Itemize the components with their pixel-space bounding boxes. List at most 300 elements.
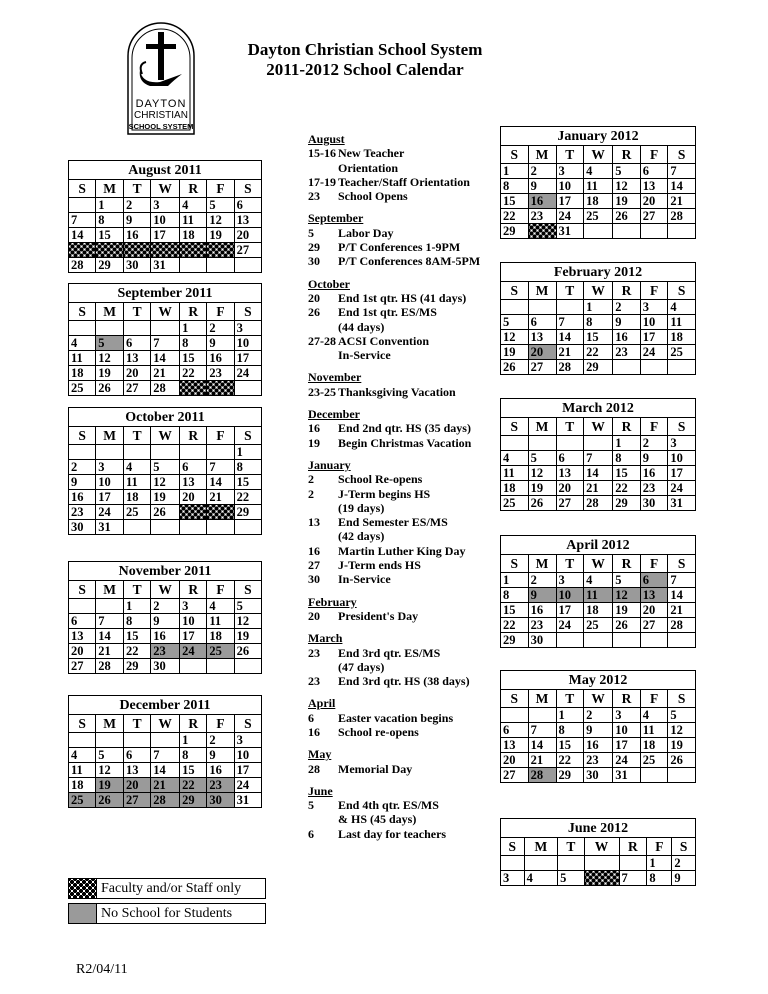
day-cell: 14: [96, 629, 124, 644]
day-cell: 12: [613, 179, 641, 194]
day-cell: 13: [528, 330, 556, 345]
event-text: School Re-opens: [338, 472, 423, 487]
day-cell: 18: [584, 194, 613, 209]
day-cell: 12: [668, 723, 696, 738]
event-text: Labor Day: [338, 225, 394, 240]
day-cell: 16: [613, 330, 641, 345]
event-text: J-Term ends HS: [338, 558, 421, 573]
weekday-header: F: [207, 427, 234, 445]
day-cell: 24: [556, 618, 584, 633]
weekday-header: M: [528, 418, 556, 436]
day-cell: 10: [234, 336, 261, 351]
day-cell: 18: [501, 481, 529, 496]
day-cell: 19: [501, 345, 529, 360]
day-cell: 7: [556, 315, 584, 330]
weekday-header: S: [501, 418, 529, 436]
weekday-header: W: [584, 555, 613, 573]
day-cell: 1: [234, 445, 261, 460]
event-date: 28: [308, 761, 320, 776]
day-cell: [180, 445, 207, 460]
day-cell: 6: [640, 164, 668, 179]
day-cell: [524, 856, 558, 871]
legend-swatch-noschool: [69, 904, 97, 923]
day-cell: 5: [528, 451, 556, 466]
event-text: P/T Conferences 8AM-5PM: [338, 254, 481, 269]
day-cell: 25: [69, 381, 96, 396]
day-cell: 24: [613, 753, 641, 768]
day-cell: [640, 768, 668, 783]
event-date: [308, 348, 338, 362]
day-cell: 13: [69, 629, 96, 644]
day-cell: 15: [180, 351, 207, 366]
day-cell: 10: [640, 315, 668, 330]
day-cell: [619, 856, 647, 871]
day-cell: 26: [668, 753, 696, 768]
event-date: [308, 161, 338, 175]
event-month-heading: February: [308, 594, 357, 609]
weekday-header: T: [123, 581, 150, 599]
event-date: 16: [308, 724, 320, 739]
weekday-header: R: [180, 427, 207, 445]
day-cell: 30: [584, 768, 613, 783]
day-cell: 29: [501, 633, 529, 648]
day-cell: 27: [123, 381, 150, 396]
calendar-title: October 2011: [69, 408, 262, 427]
day-cell: [180, 381, 207, 396]
weekday-header: T: [556, 146, 584, 164]
day-cell: 22: [584, 345, 613, 360]
event-row: [308, 254, 498, 268]
legend-faculty: [68, 878, 266, 899]
day-cell: 1: [180, 321, 207, 336]
day-cell: 21: [556, 345, 584, 360]
event-text: Orientation: [338, 160, 398, 175]
day-cell: 31: [668, 496, 696, 511]
weekday-header: S: [501, 690, 529, 708]
day-cell: 9: [123, 213, 150, 228]
day-cell: 13: [234, 213, 261, 228]
weekday-header: M: [96, 715, 124, 733]
weekday-header: M: [96, 303, 124, 321]
logo-line-1: DAYTON: [135, 98, 187, 110]
day-cell: 15: [501, 603, 529, 618]
weekday-header: W: [584, 418, 613, 436]
day-cell: 24: [556, 209, 584, 224]
event-row: [308, 660, 498, 674]
day-cell: [234, 258, 261, 273]
day-cell: 17: [668, 466, 696, 481]
day-cell: 11: [69, 763, 96, 778]
day-cell: 10: [234, 748, 261, 763]
day-cell: 10: [180, 614, 207, 629]
day-cell: 31: [151, 258, 180, 273]
event-date: 27-28: [308, 333, 336, 348]
day-cell: 20: [528, 345, 556, 360]
day-cell: [207, 243, 234, 258]
event-text: End 3rd qtr. HS (38 days): [338, 674, 470, 689]
event-date: [308, 660, 338, 674]
event-date: [308, 529, 338, 543]
day-cell: 7: [69, 213, 96, 228]
day-cell: 23: [528, 209, 556, 224]
day-cell: 10: [151, 213, 180, 228]
weekday-header: M: [96, 180, 124, 198]
day-cell: 13: [640, 179, 668, 194]
day-cell: [613, 633, 641, 648]
day-cell: 16: [69, 490, 96, 505]
day-cell: 1: [613, 436, 641, 451]
day-cell: 13: [123, 351, 150, 366]
day-cell: 29: [501, 224, 529, 239]
day-cell: 8: [613, 451, 641, 466]
day-cell: 15: [584, 330, 613, 345]
event-row: [308, 646, 498, 660]
day-cell: 11: [668, 315, 696, 330]
event-text: (44 days): [338, 319, 385, 334]
event-month-heading: April: [308, 696, 336, 711]
day-cell: 23: [207, 366, 234, 381]
day-cell: 3: [501, 871, 525, 886]
event-date: 2: [308, 486, 314, 501]
day-cell: 2: [151, 599, 180, 614]
day-cell: 15: [556, 738, 584, 753]
weekday-header: S: [69, 180, 96, 198]
weekday-header: S: [501, 146, 529, 164]
event-text: Thanksgiving Vacation: [338, 384, 456, 399]
day-cell: 3: [556, 164, 584, 179]
event-text: Last day for teachers: [338, 826, 447, 841]
day-cell: 30: [528, 633, 556, 648]
day-cell: 2: [69, 460, 96, 475]
day-cell: 25: [501, 496, 529, 511]
day-cell: 30: [69, 520, 96, 535]
day-cell: 19: [613, 603, 641, 618]
legend-faculty-label: Faculty and/or Staff only: [101, 880, 242, 896]
event-month-heading: December: [308, 407, 360, 422]
calendar-title: August 2011: [69, 161, 262, 180]
logo-line-2: CHRISTIAN: [134, 110, 188, 121]
day-cell: 12: [96, 763, 124, 778]
weekday-header: M: [524, 838, 558, 856]
day-cell: 29: [123, 659, 150, 674]
day-cell: 6: [501, 723, 529, 738]
day-cell: [180, 505, 207, 520]
day-cell: 25: [584, 209, 613, 224]
day-cell: 20: [123, 366, 150, 381]
day-cell: 9: [151, 614, 180, 629]
day-cell: 2: [207, 733, 234, 748]
event-text: New Teacher: [338, 146, 405, 161]
day-cell: 27: [528, 360, 556, 375]
event-row: [308, 240, 498, 254]
weekday-header: S: [668, 146, 696, 164]
calendar-title: November 2011: [69, 562, 262, 581]
day-cell: 6: [180, 460, 207, 475]
day-cell: 1: [584, 300, 613, 315]
event-text: School re-opens: [338, 724, 419, 739]
weekday-header: F: [640, 690, 668, 708]
day-cell: [528, 224, 556, 239]
day-cell: [96, 243, 124, 258]
day-cell: 28: [584, 496, 613, 511]
day-cell: [123, 733, 150, 748]
day-cell: 28: [668, 209, 696, 224]
day-cell: 10: [556, 179, 584, 194]
day-cell: [207, 381, 234, 396]
weekday-header: W: [584, 282, 613, 300]
event-date: 5: [308, 225, 314, 240]
day-cell: 3: [234, 733, 261, 748]
event-text: End 3rd qtr. ES/MS: [338, 645, 441, 660]
day-cell: 21: [584, 481, 613, 496]
event-text: Martin Luther King Day: [338, 543, 466, 558]
weekday-header: R: [180, 581, 207, 599]
event-row: [308, 827, 498, 841]
day-cell: [69, 243, 96, 258]
weekday-header: S: [69, 715, 96, 733]
day-cell: 14: [151, 351, 180, 366]
day-cell: 6: [123, 336, 150, 351]
day-cell: 14: [668, 179, 696, 194]
day-cell: 18: [69, 778, 96, 793]
day-cell: 26: [613, 209, 641, 224]
event-row: [308, 529, 498, 543]
day-cell: 1: [96, 198, 124, 213]
event-row: [308, 385, 498, 399]
day-cell: 5: [613, 573, 641, 588]
day-cell: [528, 436, 556, 451]
day-cell: 12: [234, 614, 261, 629]
weekday-header: W: [151, 180, 180, 198]
event-date: 16: [308, 543, 320, 558]
day-cell: 3: [640, 300, 668, 315]
weekday-header: S: [668, 282, 696, 300]
weekday-header: S: [501, 838, 525, 856]
day-cell: 13: [501, 738, 529, 753]
day-cell: [584, 856, 619, 871]
weekday-header: M: [528, 282, 556, 300]
day-cell: 12: [501, 330, 529, 345]
day-cell: 14: [151, 763, 180, 778]
day-cell: 13: [123, 763, 150, 778]
day-cell: [558, 856, 584, 871]
event-month-heading: May: [308, 747, 332, 762]
event-text: (47 days): [338, 659, 385, 674]
day-cell: 21: [151, 366, 180, 381]
day-cell: 29: [613, 496, 641, 511]
calendar-title: January 2012: [501, 127, 696, 146]
day-cell: 13: [640, 588, 668, 603]
day-cell: 26: [234, 644, 261, 659]
day-cell: 18: [180, 228, 207, 243]
day-cell: 22: [501, 618, 529, 633]
day-cell: 9: [584, 723, 613, 738]
day-cell: 7: [207, 460, 234, 475]
weekday-header: R: [180, 715, 207, 733]
weekday-header: T: [556, 282, 584, 300]
day-cell: 10: [556, 588, 584, 603]
day-cell: 4: [668, 300, 696, 315]
page-title: Dayton Christian School System: [247, 40, 483, 59]
day-cell: [234, 381, 261, 396]
weekday-header: S: [668, 690, 696, 708]
day-cell: 3: [668, 436, 696, 451]
event-month-heading: March: [308, 631, 343, 646]
day-cell: 13: [556, 466, 584, 481]
event-row: [308, 348, 498, 362]
event-text: President's Day: [338, 608, 419, 623]
day-cell: 9: [528, 588, 556, 603]
day-cell: [234, 520, 261, 535]
weekday-header: T: [123, 715, 150, 733]
day-cell: 2: [584, 708, 613, 723]
day-cell: 22: [180, 778, 207, 793]
day-cell: 7: [528, 723, 556, 738]
weekday-header: R: [180, 303, 207, 321]
event-date: 23: [308, 674, 320, 689]
day-cell: 24: [668, 481, 696, 496]
event-date: 19: [308, 435, 320, 450]
weekday-header: F: [640, 555, 668, 573]
event-month-heading: August: [308, 132, 345, 146]
event-date: 26: [308, 305, 320, 320]
day-cell: 23: [207, 778, 234, 793]
day-cell: [234, 659, 261, 674]
day-cell: [151, 733, 180, 748]
day-cell: 3: [556, 573, 584, 588]
event-text: End 1st qtr. ES/MS: [338, 305, 437, 320]
day-cell: 6: [69, 614, 96, 629]
day-cell: [668, 633, 696, 648]
day-cell: 3: [96, 460, 124, 475]
day-cell: [180, 243, 207, 258]
calendar-month: [68, 695, 262, 808]
day-cell: [640, 224, 668, 239]
weekday-header: F: [640, 418, 668, 436]
calendar-month: [500, 398, 696, 511]
weekday-header: F: [640, 282, 668, 300]
calendar-month: [500, 126, 696, 239]
day-cell: 22: [234, 490, 261, 505]
day-cell: 27: [501, 768, 529, 783]
day-cell: 17: [556, 603, 584, 618]
day-cell: 1: [501, 573, 529, 588]
day-cell: 20: [69, 644, 96, 659]
weekday-header: R: [613, 282, 641, 300]
day-cell: 31: [613, 768, 641, 783]
legend-swatch-faculty: [69, 879, 97, 898]
day-cell: 21: [668, 603, 696, 618]
day-cell: 14: [668, 588, 696, 603]
weekday-header: T: [558, 838, 584, 856]
day-cell: 17: [234, 351, 261, 366]
day-cell: 25: [123, 505, 150, 520]
day-cell: 25: [584, 618, 613, 633]
weekday-header: S: [668, 418, 696, 436]
day-cell: 9: [640, 451, 668, 466]
day-cell: 16: [640, 466, 668, 481]
day-cell: [151, 243, 180, 258]
day-cell: [613, 360, 641, 375]
day-cell: 11: [501, 466, 529, 481]
weekday-header: S: [69, 427, 96, 445]
event-row: [308, 515, 498, 529]
day-cell: 18: [207, 629, 234, 644]
day-cell: 17: [151, 228, 180, 243]
day-cell: 11: [69, 351, 96, 366]
event-row: [308, 436, 498, 450]
event-row: [308, 572, 498, 586]
day-cell: 8: [584, 315, 613, 330]
day-cell: [501, 856, 525, 871]
event-date: [308, 501, 338, 515]
day-cell: [528, 708, 556, 723]
day-cell: 3: [180, 599, 207, 614]
event-row: [308, 305, 498, 319]
day-cell: 11: [123, 475, 150, 490]
calendar-month: [500, 262, 696, 375]
weekday-header: S: [501, 555, 529, 573]
day-cell: 26: [96, 793, 124, 808]
event-text: (42 days): [338, 529, 385, 544]
day-cell: [668, 224, 696, 239]
day-cell: 4: [584, 573, 613, 588]
day-cell: 22: [501, 209, 529, 224]
day-cell: 8: [96, 213, 124, 228]
day-cell: [556, 436, 584, 451]
weekday-header: R: [619, 838, 647, 856]
weekday-header: R: [613, 690, 641, 708]
day-cell: 9: [69, 475, 96, 490]
day-cell: 6: [234, 198, 261, 213]
event-month-heading: June: [308, 783, 333, 798]
calendar-title: April 2012: [501, 536, 696, 555]
event-text: J-Term begins HS: [338, 486, 431, 501]
event-row: [308, 674, 498, 688]
day-cell: 4: [123, 460, 150, 475]
day-cell: [668, 360, 696, 375]
day-cell: 27: [556, 496, 584, 511]
event-text: Memorial Day: [338, 761, 413, 776]
event-date: 5: [308, 798, 314, 813]
calendar-month: [68, 407, 262, 535]
weekday-header: T: [556, 555, 584, 573]
day-cell: 30: [151, 659, 180, 674]
day-cell: 7: [151, 336, 180, 351]
day-cell: 2: [672, 856, 696, 871]
day-cell: 1: [556, 708, 584, 723]
day-cell: 26: [613, 618, 641, 633]
day-cell: 16: [207, 351, 234, 366]
logo-line-3: SCHOOL SYSTEM: [128, 122, 194, 131]
day-cell: [640, 360, 668, 375]
day-cell: 20: [234, 228, 261, 243]
event-text: In-Service: [338, 348, 391, 363]
day-cell: 4: [501, 451, 529, 466]
weekday-header: T: [123, 180, 150, 198]
day-cell: 24: [180, 644, 207, 659]
event-row: [308, 291, 498, 305]
weekday-header: M: [96, 427, 124, 445]
day-cell: [96, 321, 124, 336]
day-cell: 20: [556, 481, 584, 496]
day-cell: 16: [123, 228, 150, 243]
day-cell: 4: [207, 599, 234, 614]
weekday-header: F: [207, 715, 234, 733]
day-cell: 23: [69, 505, 96, 520]
day-cell: [640, 633, 668, 648]
day-cell: 7: [96, 614, 124, 629]
